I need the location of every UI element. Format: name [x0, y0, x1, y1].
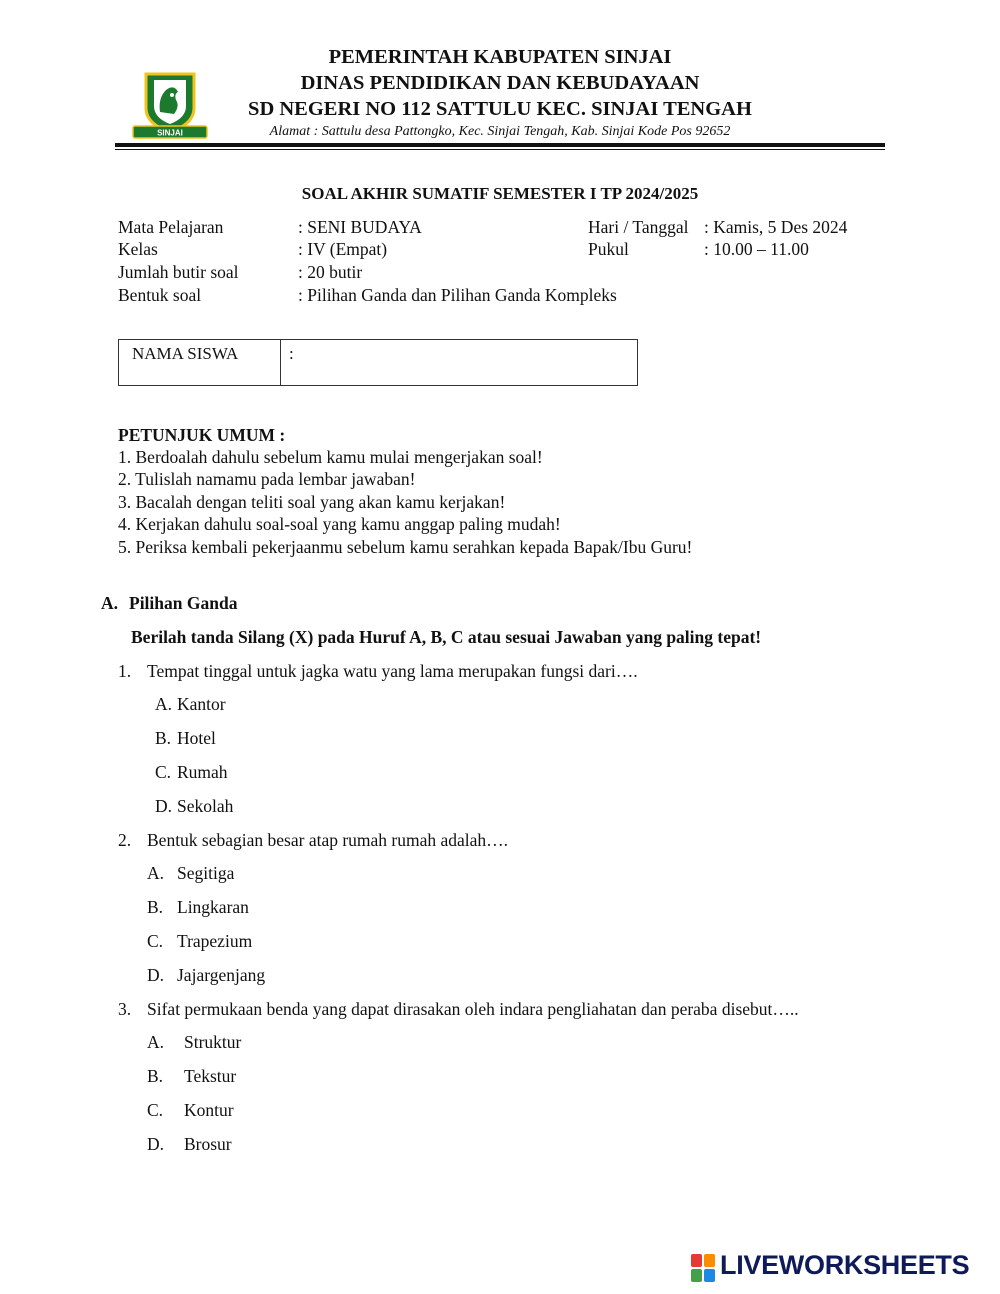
option-text[interactable]: Sekolah	[177, 796, 234, 816]
form-label: Bentuk soal	[118, 285, 202, 305]
question-text: Tempat tinggal untuk jagka watu yang lama merupakan fungsi dari….	[147, 661, 638, 681]
name-box-divider	[280, 340, 281, 385]
option-text[interactable]: Struktur	[184, 1032, 242, 1052]
logo-text: SINJAI	[157, 128, 183, 138]
option-letter[interactable]: B.	[147, 1066, 164, 1086]
time-label: Pukul	[588, 239, 629, 259]
option-text[interactable]: Kontur	[184, 1100, 234, 1120]
student-name-field[interactable]: :	[289, 344, 294, 363]
option-letter[interactable]: A.	[147, 863, 165, 883]
date-label: Hari / Tanggal	[588, 217, 689, 237]
letterhead-rule-thin	[115, 149, 885, 150]
liveworksheets-logo-icon	[690, 1252, 716, 1286]
student-name-label: NAMA SISWA	[132, 344, 239, 363]
gov-name: PEMERINTAH KABUPATEN SINJAI	[328, 46, 672, 68]
question-number: 2.	[118, 830, 132, 850]
option-letter[interactable]: C.	[147, 1100, 164, 1120]
option-letter[interactable]: A.	[155, 694, 173, 714]
option-text[interactable]: Hotel	[177, 728, 216, 748]
option-text[interactable]: Tekstur	[184, 1066, 237, 1086]
option-text[interactable]: Brosur	[184, 1134, 232, 1154]
subject-value: : SENI BUDAYA	[298, 217, 422, 237]
option-text[interactable]: Rumah	[177, 762, 228, 782]
instructions-title: PETUNJUK UMUM :	[118, 425, 286, 445]
liveworksheets-watermark: LIVEWORKSHEETS	[720, 1250, 970, 1280]
letterhead-rule	[115, 143, 885, 147]
count-label: Jumlah butir soal	[118, 262, 239, 282]
department-name: DINAS PENDIDIKAN DAN KEBUDAYAAN	[300, 72, 700, 94]
option-text[interactable]: Trapezium	[177, 931, 253, 951]
question-text: Bentuk sebagian besar atap rumah rumah adalah….	[147, 830, 509, 850]
school-address: Alamat : Sattulu desa Pattongko, Kec. Sinjai Tengah, Kab. Sinjai Kode Pos 92652	[269, 124, 731, 139]
class-label: Kelas	[118, 239, 158, 259]
option-text[interactable]: Kantor	[177, 694, 226, 714]
instruction-item: 5. Periksa kembali pekerjaanmu sebelum kamu serahkan kepada Bapak/Ibu Guru!	[118, 537, 693, 557]
instruction-item: 2. Tulislah namamu pada lembar jawaban!	[118, 469, 416, 489]
section-title: Pilihan Ganda	[129, 593, 238, 613]
class-value: : IV (Empat)	[298, 239, 388, 259]
school-name: SD NEGERI NO 112 SATTULU KEC. SINJAI TENGAH	[248, 98, 752, 120]
option-text[interactable]: Jajargenjang	[177, 965, 266, 985]
section-directive: Berilah tanda Silang (X) pada Huruf A, B, C atau sesuai Jawaban yang paling tepat!	[131, 627, 762, 647]
date-value: : Kamis, 5 Des 2024	[704, 217, 848, 237]
option-letter[interactable]: C.	[155, 762, 172, 782]
student-name-box	[118, 339, 638, 386]
option-letter[interactable]: B.	[155, 728, 172, 748]
option-text[interactable]: Lingkaran	[177, 897, 249, 917]
instruction-item: 4. Kerjakan dahulu soal-soal yang kamu anggap paling mudah!	[118, 514, 561, 534]
exam-title: SOAL AKHIR SUMATIF SEMESTER I TP 2024/2025	[301, 184, 699, 203]
question-number: 3.	[118, 999, 132, 1019]
option-letter[interactable]: B.	[147, 897, 164, 917]
regency-logo	[130, 68, 210, 140]
time-value: : 10.00 – 11.00	[704, 239, 809, 259]
option-letter[interactable]: C.	[147, 931, 164, 951]
option-letter[interactable]: D.	[147, 1134, 165, 1154]
option-text[interactable]: Segitiga	[177, 863, 235, 883]
instruction-item: 1. Berdoalah dahulu sebelum kamu mulai mengerjakan soal!	[118, 447, 543, 467]
option-letter[interactable]: D.	[155, 796, 173, 816]
instruction-item: 3. Bacalah dengan teliti soal yang akan kamu kerjakan!	[118, 492, 506, 512]
section-letter: A.	[101, 593, 119, 613]
count-value: : 20 butir	[298, 262, 363, 282]
question-text: Sifat permukaan benda yang dapat dirasakan oleh indara pengliahatan dan peraba disebut…..	[147, 999, 799, 1019]
option-letter[interactable]: D.	[147, 965, 165, 985]
form-value: : Pilihan Ganda dan Pilihan Ganda Kompleks	[298, 285, 617, 305]
option-letter[interactable]: A.	[147, 1032, 165, 1052]
question-number: 1.	[118, 661, 132, 681]
subject-label: Mata Pelajaran	[118, 217, 224, 237]
